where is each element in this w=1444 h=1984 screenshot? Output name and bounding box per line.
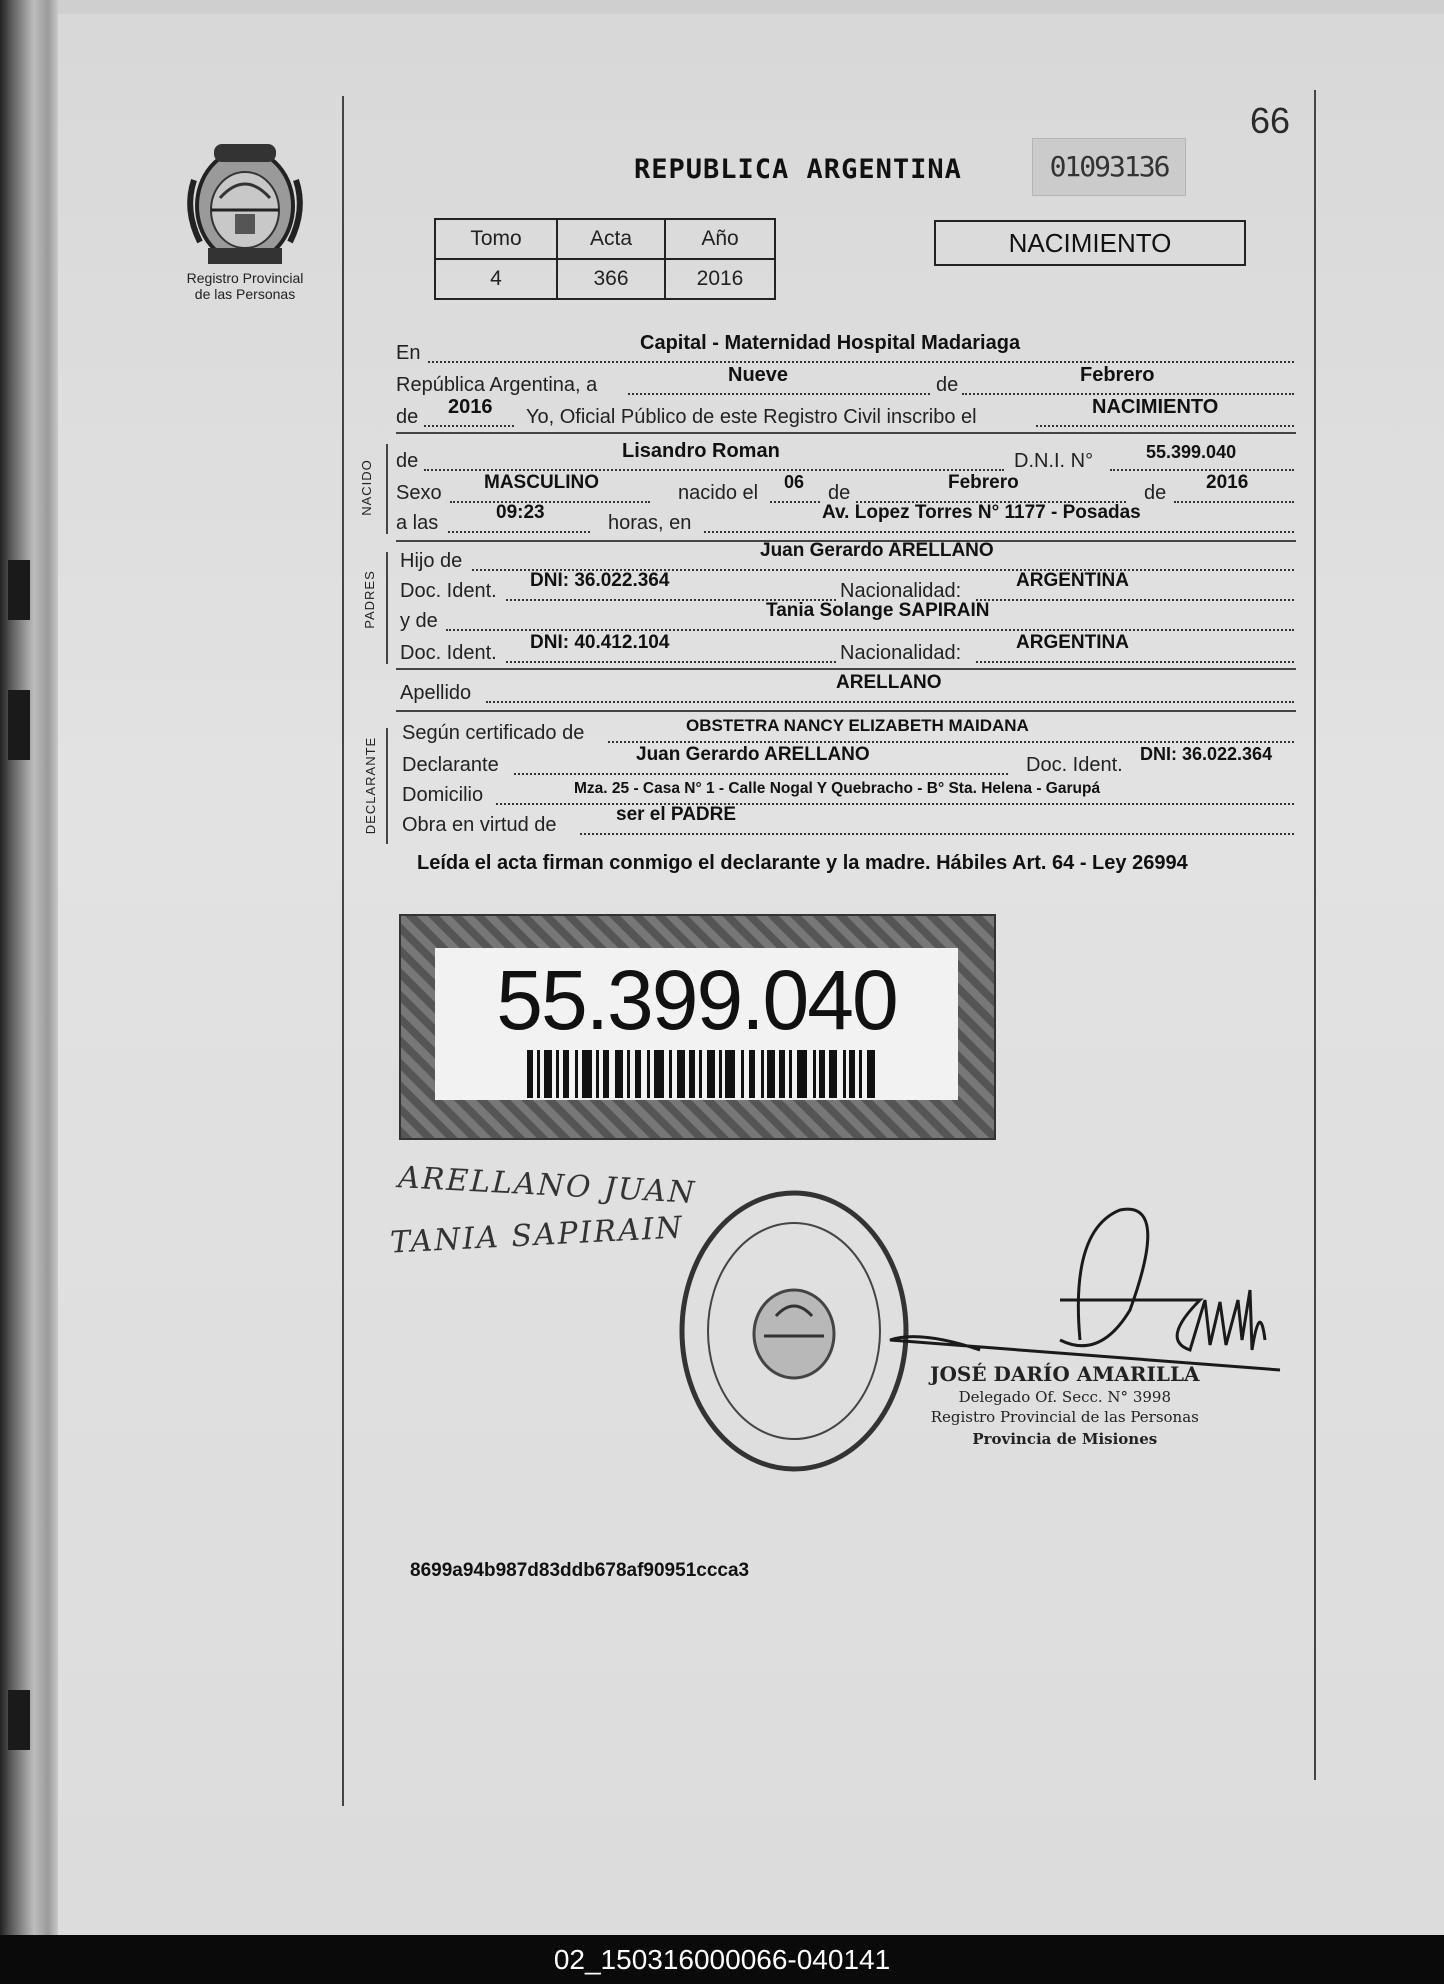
label-republica: República Argentina, a — [396, 374, 598, 396]
official-province: Provincia de Misiones — [972, 1430, 1158, 1448]
value-father: Juan Gerardo ARELLANO — [760, 540, 994, 561]
label-father-doc: Doc. Ident. — [400, 580, 497, 602]
label-obra: Obra en virtud de — [402, 814, 557, 836]
label-declarante-doc: Doc. Ident. — [1026, 754, 1123, 776]
dots-year — [424, 425, 514, 427]
registry-header-tomo: Tomo — [435, 219, 557, 259]
provincial-emblem-icon — [180, 140, 310, 270]
value-declarante: Juan Gerardo ARELLANO — [636, 744, 870, 765]
label-de: de — [936, 374, 959, 396]
row-mother-doc — [396, 634, 1296, 664]
section-label-padres: PADRES — [361, 570, 377, 629]
official-org: Registro Provincial de las Personas — [930, 1408, 1199, 1426]
value-birth-day: 06 — [784, 472, 805, 492]
label-de-birth-year: de — [1144, 482, 1167, 504]
dots-apellido — [486, 701, 1294, 703]
value-time: 09:23 — [496, 502, 545, 523]
document-hash: 8699a94b987d83ddb678af90951ccca3 — [410, 1560, 750, 1581]
label-de-name: de — [396, 450, 419, 472]
value-birth-year: 2016 — [1206, 472, 1249, 493]
official-title: Delegado Of. Secc. N° 3998 — [958, 1388, 1171, 1406]
dots-father-nationality — [976, 599, 1294, 601]
barcode-icon — [527, 1050, 881, 1098]
row-y-de — [396, 602, 1296, 632]
label-nacido-el: nacido el — [678, 482, 759, 504]
label-hijo-de: Hijo de — [400, 550, 463, 572]
label-officer: Yo, Oficial Público de este Registro Civil inscribo el — [526, 406, 977, 428]
value-certificado: OBSTETRA NANCY ELIZABETH MAIDANA — [686, 716, 1029, 735]
control-number-stamp: 01093136 — [1032, 138, 1186, 196]
dots-day — [628, 393, 930, 395]
label-en: En — [396, 342, 421, 364]
dots-name — [424, 469, 1004, 471]
value-father-doc: DNI: 36.022.364 — [530, 570, 670, 591]
label-declarante: Declarante — [402, 754, 499, 776]
row-hora — [396, 504, 1296, 534]
registry-header-anio: Año — [665, 219, 775, 259]
label-certificado: Según certificado de — [402, 722, 585, 744]
divider-padres — [396, 668, 1296, 670]
emblem-caption — [170, 270, 320, 302]
label-father-nationality: Nacionalidad: — [840, 580, 962, 602]
registry-value-tomo: 4 — [435, 259, 557, 299]
label-apellido: Apellido — [400, 682, 472, 704]
value-record-type: NACIMIENTO — [1092, 396, 1219, 418]
label-domicilio: Domicilio — [402, 784, 484, 806]
dots-time — [448, 531, 590, 533]
dots-certificado — [608, 741, 1294, 743]
left-margin-line — [342, 96, 344, 1806]
value-sexo: MASCULINO — [484, 472, 600, 493]
value-birth-month: Febrero — [948, 472, 1019, 493]
emblem-caption-line2: de las Personas — [194, 286, 296, 302]
section-bar-nacido — [386, 444, 388, 534]
handwritten-father: ARELLANO JUAN — [397, 1160, 698, 1211]
dots-dni — [1110, 469, 1294, 471]
value-mother-doc: DNI: 40.412.104 — [530, 632, 670, 653]
registry-value-acta: 366 — [557, 259, 665, 299]
label-a-las: a las — [396, 512, 439, 534]
binding-marks — [8, 560, 38, 1860]
scan-footer-id: 02_150316000066-040141 — [0, 1935, 1444, 1984]
value-child-name: Lisandro Roman — [622, 440, 780, 462]
value-declarante-doc: DNI: 36.022.364 — [1140, 744, 1273, 764]
registry-table-value-row — [435, 259, 775, 299]
paper-top-edge — [46, 0, 1444, 14]
row-apellido — [396, 674, 1296, 704]
row-obra — [396, 806, 1296, 836]
label-mother-doc: Doc. Ident. — [400, 642, 497, 664]
dots-birth-day — [770, 501, 820, 503]
label-de-year: de — [396, 406, 419, 428]
dni-badge-number: 55.399.040 — [496, 953, 897, 1047]
value-birth-place: Av. Lopez Torres N° 1177 - Posadas — [822, 502, 1141, 523]
handwritten-mother: TANIA SAPIRAIN — [389, 1210, 685, 1261]
row-domicilio — [396, 776, 1296, 806]
dots-type — [1036, 425, 1294, 427]
row-en — [396, 334, 1296, 364]
dots-birth-place — [704, 531, 1294, 533]
value-domicilio: Mza. 25 - Casa N° 1 - Calle Nogal Y Quebracho - B° Sta. Helena - Garupá — [574, 780, 1101, 797]
label-mother-nationality: Nacionalidad: — [840, 642, 962, 664]
value-apellido: ARELLANO — [836, 672, 942, 693]
dni-badge — [399, 914, 996, 1140]
dots-sexo — [450, 501, 650, 503]
registry-value-anio: 2016 — [665, 259, 775, 299]
page-number: 66 — [1250, 100, 1291, 141]
value-mother: Tania Solange SAPIRAIN — [766, 600, 990, 621]
value-father-nationality: ARGENTINA — [1016, 570, 1129, 591]
dots-en — [428, 361, 1294, 363]
label-de-month: de — [828, 482, 851, 504]
registry-table-header-row — [435, 219, 775, 259]
section-label-declarante: DECLARANTE — [363, 736, 379, 835]
dots-mother-doc — [506, 661, 836, 663]
record-type-box: NACIMIENTO — [934, 220, 1246, 266]
row-anio — [396, 398, 1296, 428]
label-horas-en: horas, en — [608, 512, 692, 534]
row-hijo-de — [396, 542, 1296, 572]
legal-note: Leída el acta firman conmigo el declarante y la madre. Hábiles Art. 64 - Ley 26994 — [417, 852, 1188, 874]
row-sexo — [396, 474, 1296, 504]
official-name: JOSÉ DARÍO AMARILLA — [930, 1362, 1200, 1386]
value-place: Capital - Maternidad Hospital Madariaga — [640, 332, 1021, 354]
value-child-dni: 55.399.040 — [1146, 442, 1237, 462]
row-declarante — [396, 746, 1296, 776]
registry-table — [434, 218, 776, 300]
dots-month — [962, 393, 1294, 395]
section-bar-declarante — [386, 728, 388, 844]
value-day: Nueve — [728, 364, 789, 386]
dots-obra — [580, 833, 1294, 835]
value-month: Febrero — [1080, 364, 1155, 386]
label-sexo: Sexo — [396, 482, 442, 504]
dots-declarante — [514, 773, 1008, 775]
value-year: 2016 — [448, 396, 493, 418]
value-obra: ser el PADRE — [616, 804, 737, 825]
row-nacido-name — [396, 442, 1296, 472]
value-mother-nationality: ARGENTINA — [1016, 632, 1129, 653]
dots-birth-year — [1174, 501, 1294, 503]
label-y-de: y de — [400, 610, 438, 632]
section-label-nacido: NACIDO — [358, 459, 374, 516]
registry-header-acta: Acta — [557, 219, 665, 259]
label-dni: D.N.I. N° — [1014, 450, 1094, 472]
section-bar-padres — [386, 552, 388, 664]
official-stamp — [930, 1362, 1200, 1448]
row-fecha — [396, 366, 1296, 396]
row-father-doc — [396, 572, 1296, 602]
right-margin-line — [1314, 90, 1316, 1780]
dots-mother-nationality — [976, 661, 1294, 663]
dni-badge-inner — [435, 948, 958, 1100]
divider-apellido — [396, 710, 1296, 712]
emblem-caption-line1: Registro Provincial — [186, 270, 304, 286]
row-certificado — [396, 714, 1296, 744]
divider-act — [396, 432, 1296, 434]
country-heading: REPUBLICA ARGENTINA — [634, 154, 962, 185]
dots-mother — [446, 629, 1294, 631]
